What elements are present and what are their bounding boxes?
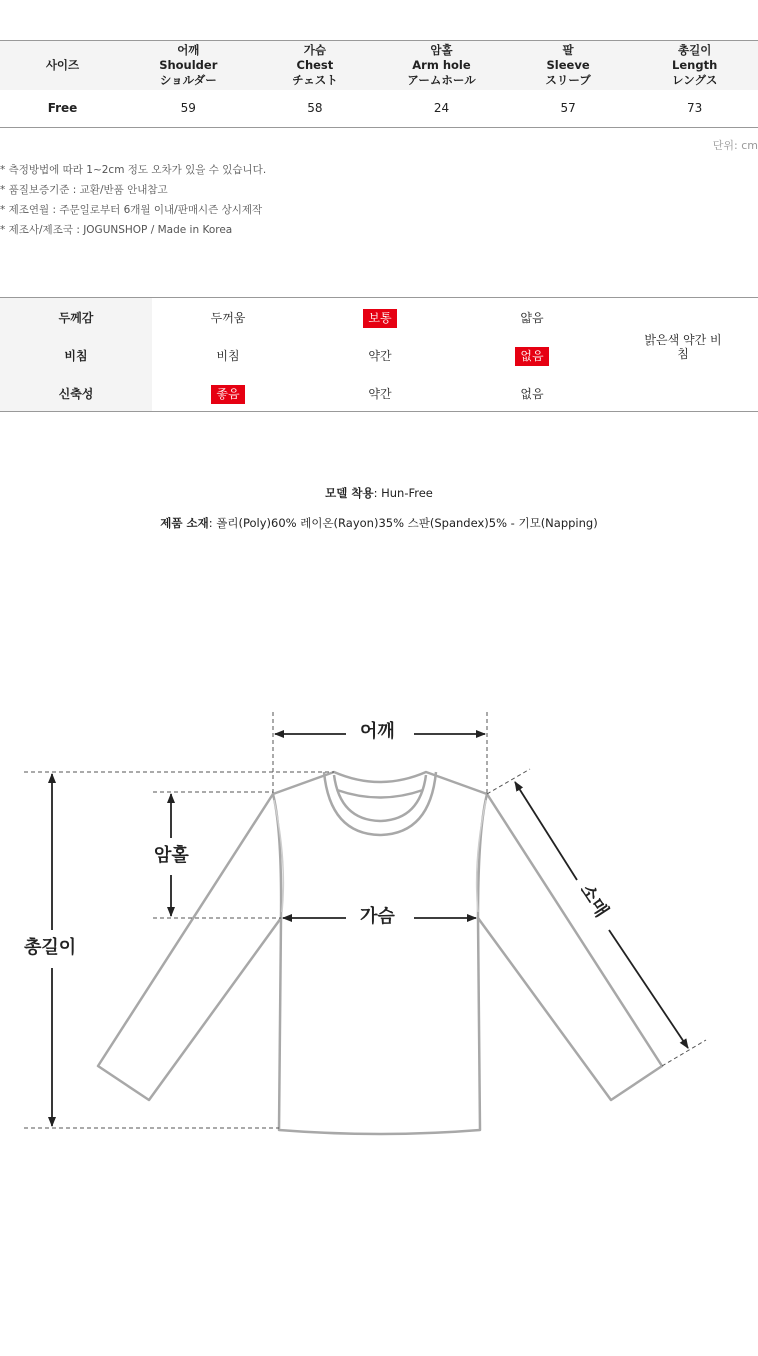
size-header-cell <box>505 43 632 88</box>
size-header-line: Length <box>672 58 718 72</box>
size-header-line: Shoulder <box>159 58 218 72</box>
fabric-option-text: 두꺼움 <box>210 311 246 325</box>
fabric-table <box>0 297 758 412</box>
fabric-option-text: 약간 <box>368 349 392 363</box>
size-header-line: 가슴 <box>303 43 326 57</box>
size-name-cell: Free <box>47 101 78 115</box>
fabric-row <box>0 336 758 374</box>
chest-label: 가슴 <box>354 906 401 928</box>
fabric-option <box>152 347 304 366</box>
fabric-option-text: 비침 <box>216 349 240 363</box>
note-manufacturer: * 제조사/제조국 : JOGUNSHOP / Made in Korea <box>0 224 233 236</box>
shirt-outline <box>98 772 662 1134</box>
note-measurement: * 측정방법에 따라 1~2cm 정도 오차가 있을 수 있습니다. <box>0 164 267 176</box>
fabric-option-selected: 없음 <box>515 347 548 366</box>
fabric-row <box>0 298 758 336</box>
size-header-line: 암홀 <box>430 43 453 57</box>
fabric-option <box>304 385 456 404</box>
model-label: 모델 착용 <box>325 486 374 500</box>
model-info <box>0 485 758 501</box>
size-header-line: 어깨 <box>177 43 200 57</box>
sleeve-label: 소매 <box>571 875 615 926</box>
size-table <box>0 40 758 128</box>
material-info <box>0 515 758 531</box>
size-value-cell: 58 <box>307 101 323 115</box>
fabric-option <box>304 309 456 328</box>
size-header-line: 사이즈 <box>45 58 80 72</box>
fabric-row-label: 신축성 <box>58 387 94 401</box>
size-value-cell: 73 <box>687 101 703 115</box>
length-label: 총길이 <box>18 937 82 959</box>
notes-list <box>0 163 266 243</box>
unit-label: 단위: cm <box>712 139 758 152</box>
fabric-option-selected: 보통 <box>363 309 396 328</box>
size-header-line: Sleeve <box>546 58 590 72</box>
fabric-option <box>304 347 456 366</box>
shoulder-label: 어깨 <box>354 721 401 743</box>
size-header-line: レングス <box>671 73 718 87</box>
fabric-option <box>456 309 608 328</box>
fabric-option <box>456 385 608 404</box>
material-value: : 폴리(Poly)60% 레이온(Rayon)35% 스판(Spandex)5% - 기모(Napping) <box>208 516 598 530</box>
material-label: 제품 소재 <box>160 516 209 530</box>
fabric-note: 밝은색 약간 비침 <box>644 333 722 361</box>
fabric-row-label: 두께감 <box>58 311 94 325</box>
fabric-option <box>152 385 304 404</box>
fabric-option-text: 얇음 <box>520 311 544 325</box>
fabric-row <box>0 374 758 412</box>
armhole-label: 암홀 <box>148 845 195 867</box>
size-value-cell: 57 <box>560 101 576 115</box>
size-header-line: Arm hole <box>412 58 471 72</box>
size-header-line: アームホール <box>407 73 476 87</box>
size-header-cell <box>0 58 125 73</box>
size-value-cell: 24 <box>433 101 450 115</box>
note-manufacture-date: * 제조연월 : 주문일로부터 6개월 이내/판매시즌 상시제작 <box>0 204 263 216</box>
size-header-line: 팔 <box>562 43 574 57</box>
size-header-line: ショルダー <box>159 73 217 87</box>
fabric-option-text: 없음 <box>520 387 544 401</box>
size-value-cell: 59 <box>180 101 196 115</box>
size-table-header <box>0 41 758 90</box>
model-value: : Hun-Free <box>373 486 433 500</box>
size-header-cell <box>631 43 758 88</box>
fabric-row-label: 비침 <box>64 349 88 363</box>
size-table-row <box>0 90 758 127</box>
measurement-diagram <box>0 700 758 1160</box>
fabric-option <box>152 309 304 328</box>
shirt-diagram-svg <box>0 700 758 1160</box>
size-header-line: チェスト <box>292 73 338 87</box>
fabric-option-text: 약간 <box>368 387 392 401</box>
size-header-line: スリーブ <box>545 73 591 87</box>
fabric-option-selected: 좋음 <box>211 385 244 404</box>
size-header-cell <box>252 43 379 88</box>
note-quality: * 품질보증기준 : 교환/반품 안내참고 <box>0 184 168 196</box>
fabric-option <box>456 347 608 366</box>
size-header-line: Chest <box>296 58 334 72</box>
size-header-line: 총길이 <box>678 43 712 57</box>
size-header-cell <box>125 43 252 88</box>
size-header-cell <box>378 43 505 88</box>
